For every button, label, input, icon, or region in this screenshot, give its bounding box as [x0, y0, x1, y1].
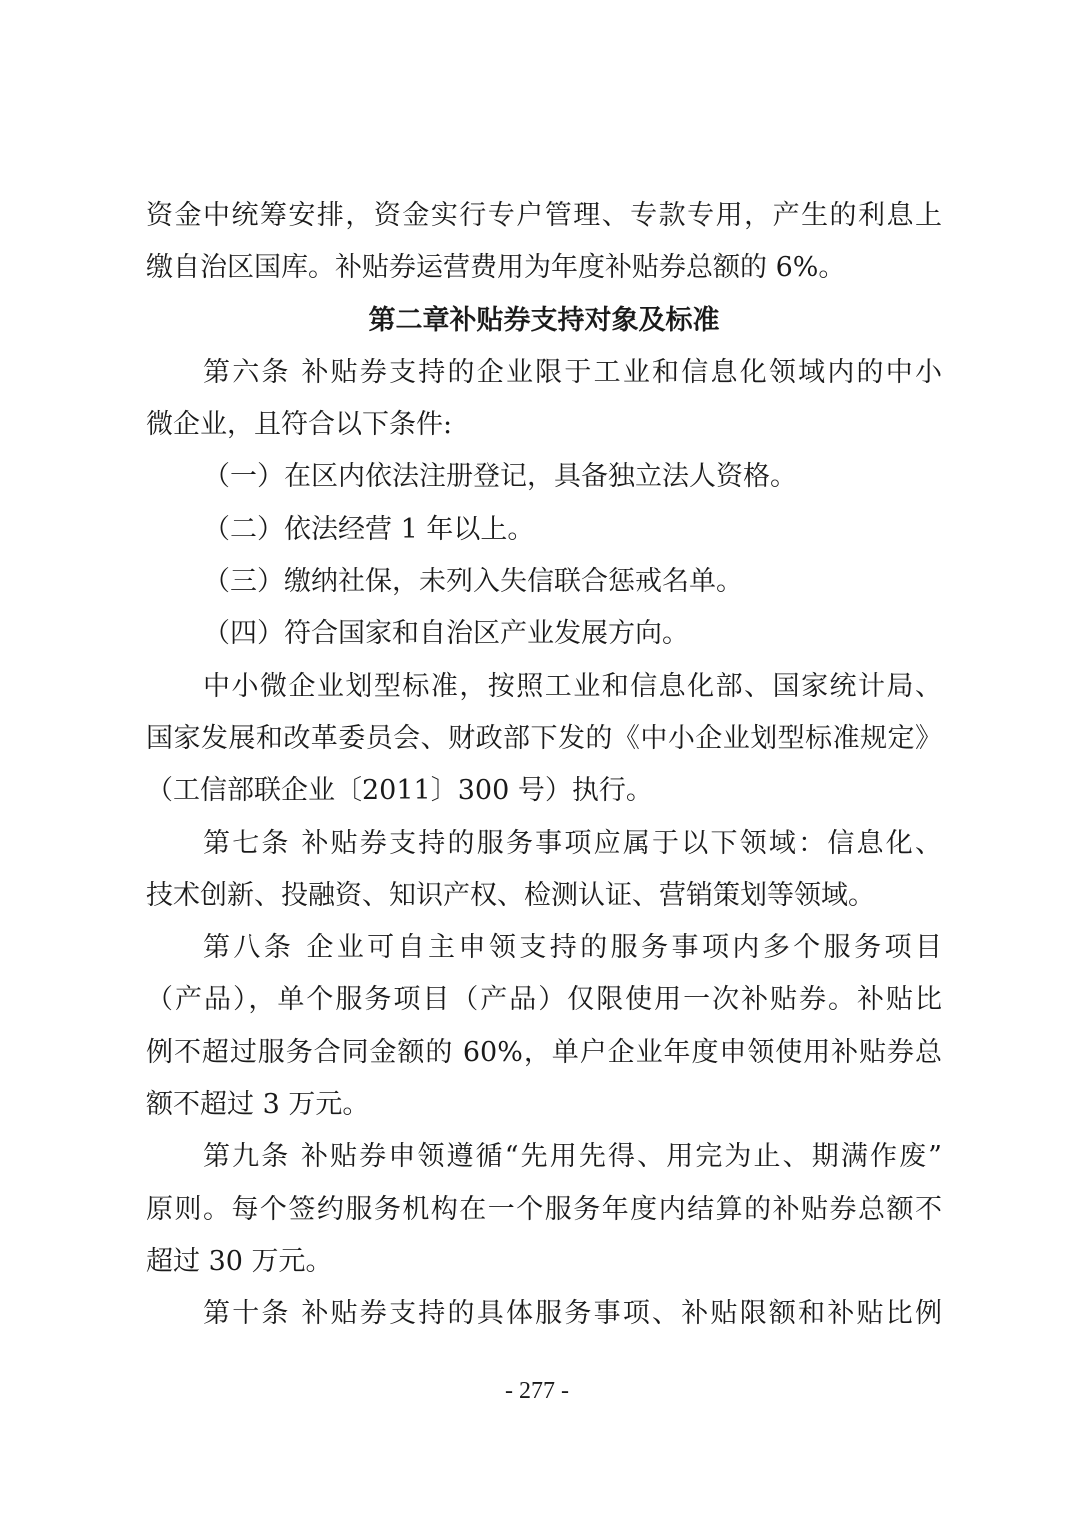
text-line: 额不超过 3 万元。	[146, 1089, 370, 1121]
text-line: 缴自治区国库。补贴券运营费用为年度补贴券总额的 6%。	[146, 252, 846, 284]
text-line: （四）符合国家和自治区产业发展方向。	[203, 618, 689, 650]
text-line: 第十条 补贴券支持的具体服务事项、补贴限额和补贴比例	[203, 1298, 942, 1330]
text-line: 资金中统筹安排，资金实行专户管理、专款专用，产生的利息上	[146, 200, 942, 231]
text-line: （二）依法经营 1 年以上。	[203, 513, 535, 545]
text-line: 例不超过服务合同金额的 60%，单户企业年度申领使用补贴券总	[146, 1036, 942, 1068]
text-line: 原则。每个签约服务机构在一个服务年度内结算的补贴券总额不	[146, 1193, 942, 1225]
text-line: 国家发展和改革委员会、财政部下发的《中小企业划型标准规定》	[146, 722, 942, 754]
text-line: 第八条 企业可自主申领支持的服务事项内多个服务项目	[203, 932, 942, 964]
page-number: - 277 -	[505, 1378, 569, 1404]
text-line: 技术创新、投融资、知识产权、检测认证、营销策划等领域。	[146, 879, 875, 911]
chapter-heading: 第二章补贴券支持对象及标准	[368, 304, 720, 336]
document-body	[146, 190, 942, 1341]
text-line: （三）缴纳社保，未列入失信联合惩戒名单。	[203, 566, 743, 598]
text-line: 第九条 补贴券申领遵循“先用先得、用完为止、期满作废”	[203, 1141, 942, 1173]
text-line: （一）在区内依法注册登记，具备独立法人资格。	[203, 461, 797, 493]
text-line: 第七条 补贴券支持的服务事项应属于以下领域：信息化、	[203, 827, 942, 859]
text-line: 第六条 补贴券支持的企业限于工业和信息化领域内的中小	[203, 356, 942, 388]
text-line: 超过 30 万元。	[146, 1245, 333, 1277]
text-line: （产品），单个服务项目（产品）仅限使用一次补贴券。补贴比	[146, 984, 942, 1016]
text-line: （工信部联企业〔2011〕300 号）执行。	[146, 775, 653, 807]
text-line: 中小微企业划型标准，按照工业和信息化部、国家统计局、	[203, 670, 942, 702]
text-line: 微企业，且符合以下条件:	[146, 409, 453, 441]
